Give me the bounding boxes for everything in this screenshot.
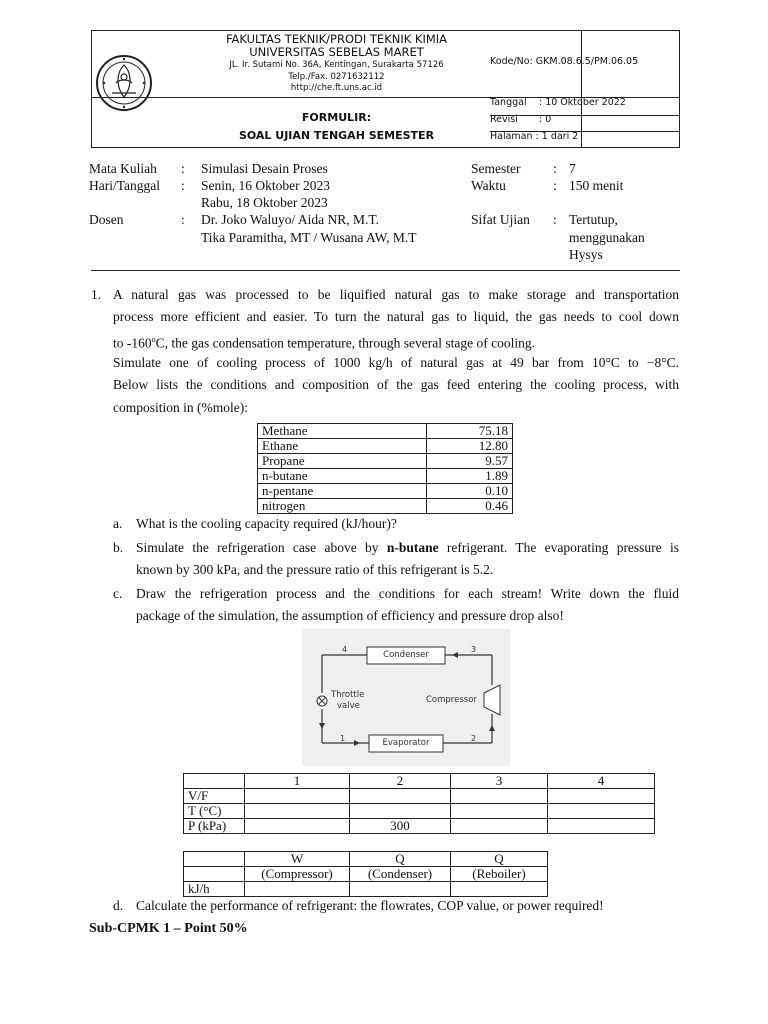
subquestion-b-text: known by 300 kPa, and the pressure ratio of this refrigerant is 5.2. xyxy=(136,562,494,577)
component-name: n-butane xyxy=(258,469,427,484)
energy-header-cell: (Compressor) xyxy=(245,867,350,882)
revision-value: : 0 xyxy=(539,114,552,125)
header-divider xyxy=(581,31,582,147)
colon: : xyxy=(181,212,185,227)
component-mole-percent: 75.18 xyxy=(427,424,513,439)
stream-cell xyxy=(451,819,548,834)
form-title: SOAL UJIAN TENGAH SEMESTER xyxy=(238,129,435,142)
stream-header-cell: 3 xyxy=(451,774,548,789)
stream-header-cell: 2 xyxy=(350,774,451,789)
stream-1-label: 1 xyxy=(340,734,346,743)
colon: : xyxy=(553,161,557,176)
stream-cell xyxy=(548,819,655,834)
date-value: : 10 Oktober 2022 xyxy=(539,97,626,108)
component-name: Methane xyxy=(258,424,427,439)
subquestion-b-text: Simulate the refrigeration case above by n-butane refrigerant. The evaporating pressure is xyxy=(136,540,679,555)
question-text: Below lists the conditions and composition of the gas feed entering the cooling process, with xyxy=(113,377,679,392)
component-mole-percent: 0.10 xyxy=(427,484,513,499)
stream-cell xyxy=(451,789,548,804)
stream-header-cell xyxy=(184,774,245,789)
subquestion-a-label: a. xyxy=(113,516,123,531)
component-name: n-pentane xyxy=(258,484,427,499)
composition-table xyxy=(257,423,513,514)
stream-header-row xyxy=(184,774,655,789)
question-number: 1. xyxy=(91,287,102,302)
energy-header-cell: Q xyxy=(451,852,548,867)
stream-header-cell: 4 xyxy=(548,774,655,789)
energy-table xyxy=(183,851,548,897)
stream-cell xyxy=(245,819,350,834)
stream-3-label: 3 xyxy=(471,645,477,654)
subquestion-a-text: What is the cooling capacity required (kJ/hour)? xyxy=(136,516,397,531)
composition-row xyxy=(258,439,513,454)
colon: : xyxy=(553,212,557,227)
university-name: UNIVERSITAS SEBELAS MARET xyxy=(249,45,424,59)
date-label: Tanggal xyxy=(490,97,527,108)
component-mole-percent: 9.57 xyxy=(427,454,513,469)
energy-header-cell: (Reboiler) xyxy=(451,867,548,882)
component-name: nitrogen xyxy=(258,499,427,514)
time-label: Waktu xyxy=(471,178,506,193)
colon: : xyxy=(181,178,185,193)
question-text: Simulate one of cooling process of 1000 kg/h of natural gas at 49 bar from 10°C to −8°C. xyxy=(113,355,679,370)
component-name: Propane xyxy=(258,454,427,469)
semester-label: Semester xyxy=(471,161,521,176)
stream-row xyxy=(184,789,655,804)
stream-row-label: V/F xyxy=(184,789,245,804)
lecturer-label: Dosen xyxy=(89,212,124,227)
stream-cell xyxy=(548,804,655,819)
time-value: 150 menit xyxy=(569,178,624,193)
stream-cell xyxy=(245,804,350,819)
condenser-label: Condenser xyxy=(383,650,429,660)
component-mole-percent: 12.80 xyxy=(427,439,513,454)
question-text: to -160$^o$C, the gas condensation temperature, through several stage of cooling. xyxy=(113,335,536,351)
stream-cell xyxy=(451,804,548,819)
stream-row-label: P (kPa) xyxy=(184,819,245,834)
component-name: Ethane xyxy=(258,439,427,454)
stream-cell: 300 xyxy=(350,819,451,834)
subquestion-c-label: c. xyxy=(113,586,123,601)
energy-row-label: kJ/h xyxy=(184,882,245,897)
subquestion-c-text: package of the simulation, the assumption of efficiency and pressure drop also! xyxy=(136,608,564,623)
stream-cell xyxy=(350,804,451,819)
question-text: composition in (%mole): xyxy=(113,400,248,415)
sub-cpmk-label: Sub-CPMK 1 – Point 50% xyxy=(89,921,248,936)
energy-header-cell: (Condenser) xyxy=(350,867,451,882)
energy-header-cell xyxy=(184,867,245,882)
university-address: JL. Ir. Sutami No. 36A, Kentingan, Surakarta 57126 xyxy=(229,60,444,70)
component-mole-percent: 0.46 xyxy=(427,499,513,514)
page-number: Halaman : 1 dari 2 xyxy=(490,131,579,142)
lecturer-value: Tika Paramitha, MT / Wusana AW, M.T xyxy=(201,230,417,245)
stream-header-cell: 1 xyxy=(245,774,350,789)
header-box xyxy=(91,30,680,148)
stream-2-label: 2 xyxy=(471,734,477,743)
exam-nature-label: Sifat Ujian xyxy=(471,212,530,227)
course-value: Simulasi Desain Proses xyxy=(201,161,328,176)
document-code: Kode/No: GKM.08.6.5/PM.06.05 xyxy=(490,56,639,67)
exam-nature-value: Hysys xyxy=(569,247,603,262)
refrigeration-diagram xyxy=(302,629,510,766)
semester-value: 7 xyxy=(569,161,576,176)
subquestion-d-label: d. xyxy=(113,898,124,913)
subquestion-c-text: Draw the refrigeration process and the conditions for each stream! Write down the fluid xyxy=(136,586,679,601)
stream-row xyxy=(184,819,655,834)
composition-row xyxy=(258,484,513,499)
course-label: Mata Kuliah xyxy=(89,161,157,176)
question-text: process more efficient and easier. To turn the natural gas to liquid, the gas needs to cool down xyxy=(113,309,679,324)
university-phone: Telp./Fax. 0271632112 xyxy=(288,72,385,82)
day-value: Rabu, 18 Oktober 2023 xyxy=(201,195,328,210)
lecturer-value: Dr. Joko Waluyo/ Aida NR, M.T. xyxy=(201,212,380,227)
faculty-name: FAKULTAS TEKNIK/PRODI TEKNIK KIMIA xyxy=(225,32,448,46)
composition-row xyxy=(258,454,513,469)
throttle-valve-label: valve xyxy=(337,701,360,711)
energy-header-cell: W xyxy=(245,852,350,867)
stream-cell xyxy=(350,789,451,804)
composition-row xyxy=(258,499,513,514)
throttle-valve-label: Throttle xyxy=(331,690,365,700)
stream-cell xyxy=(548,789,655,804)
university-website: http://che.ft.uns.ac.id xyxy=(290,83,383,93)
stream-conditions-table xyxy=(183,773,655,834)
energy-header-cell xyxy=(184,852,245,867)
exam-nature-value: menggunakan xyxy=(569,230,645,245)
day-label: Hari/Tanggal xyxy=(89,178,161,193)
stream-4-label: 4 xyxy=(342,645,348,654)
day-value: Senin, 16 Oktober 2023 xyxy=(201,178,330,193)
revision-label: Revisi xyxy=(490,114,518,125)
evaporator-label: Evaporator xyxy=(382,738,430,748)
subquestion-b-label: b. xyxy=(113,540,124,555)
composition-row xyxy=(258,469,513,484)
colon: : xyxy=(181,161,185,176)
component-mole-percent: 1.89 xyxy=(427,469,513,484)
subquestion-d-text: Calculate the performance of refrigerant: the flowrates, COP value, or power required! xyxy=(136,898,604,913)
question-text: A natural gas was processed to be liquified natural gas to make storage and transportation xyxy=(113,287,679,302)
composition-row xyxy=(258,424,513,439)
colon: : xyxy=(553,178,557,193)
separator-line xyxy=(91,270,680,271)
form-label: FORMULIR: xyxy=(301,111,372,124)
stream-cell xyxy=(245,789,350,804)
energy-header-cell: Q xyxy=(350,852,451,867)
stream-row-label: T (°C) xyxy=(184,804,245,819)
compressor-label: Compressor xyxy=(426,695,477,705)
stream-row xyxy=(184,804,655,819)
exam-nature-value: Tertutup, xyxy=(569,212,618,227)
